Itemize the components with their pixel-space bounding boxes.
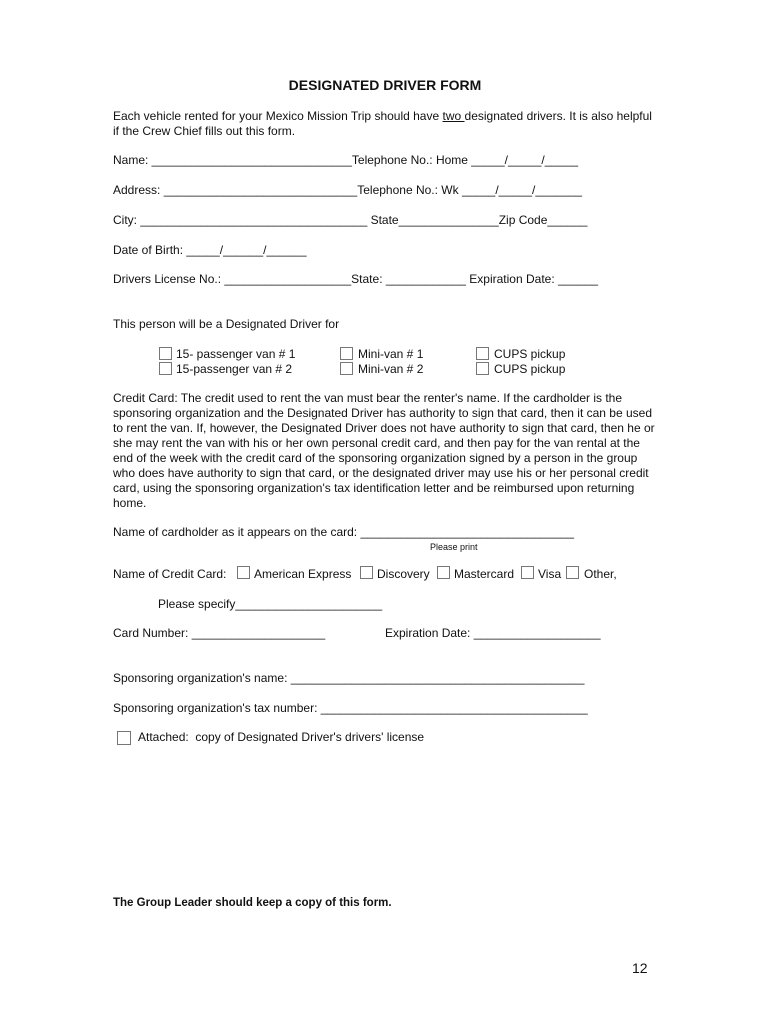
checkbox-cups-pickup-1[interactable] <box>476 347 489 360</box>
option-discovery: Discovery <box>377 567 430 581</box>
option-mini-van-1: Mini-van # 1 <box>358 347 424 361</box>
intro-text-end: designated drivers. It is also helpful if the Crew Chief fills out this form. <box>113 109 652 138</box>
option-american-express: American Express <box>254 567 352 581</box>
checkbox-15-passenger-van-1[interactable] <box>159 347 172 360</box>
checkbox-mini-van-1[interactable] <box>340 347 353 360</box>
checkbox-visa[interactable] <box>521 566 534 579</box>
designated-driver-label: This person will be a Designated Driver for <box>113 317 340 331</box>
sponsor-tax-number-field[interactable]: Sponsoring organization's tax number: ________________________________________ <box>113 701 588 715</box>
checkbox-mini-van-2[interactable] <box>340 362 353 375</box>
date-of-birth-field[interactable]: Date of Birth: _____/______/______ <box>113 243 307 257</box>
form-title: DESIGNATED DRIVER FORM <box>288 77 482 93</box>
drivers-license-field[interactable]: Drivers License No.: ___________________State: ____________ Expiration Date: ______ <box>113 272 599 286</box>
page-number: 12 <box>632 960 648 976</box>
option-other: Other, <box>584 567 617 581</box>
checkbox-cups-pickup-2[interactable] <box>476 362 489 375</box>
intro-text-start: Each vehicle rented for your Mexico Mission Trip should have <box>113 109 443 123</box>
intro-underlined: two <box>442 109 465 123</box>
checkbox-attached-license[interactable] <box>117 731 131 745</box>
checkbox-american-express[interactable] <box>237 566 250 579</box>
please-print-hint: Please print <box>430 542 478 552</box>
checkbox-15-passenger-van-2[interactable] <box>159 362 172 375</box>
option-visa: Visa <box>538 567 562 581</box>
credit-card-name-label: Name of Credit Card: <box>113 567 227 581</box>
option-cups-pickup-1: CUPS pickup <box>494 347 566 361</box>
attached-license-label: Attached: copy of Designated Driver's drivers' license <box>138 730 425 744</box>
option-cups-pickup-2: CUPS pickup <box>494 362 566 376</box>
please-specify-field[interactable]: Please specify______________________ <box>158 597 383 611</box>
card-expiration-field[interactable]: Expiration Date: ___________________ <box>385 626 601 640</box>
option-15-passenger-van-1: 15- passenger van # 1 <box>176 347 296 361</box>
cardholder-name-field[interactable]: Name of cardholder as it appears on the card: ________________________________ <box>113 525 575 539</box>
option-mini-van-2: Mini-van # 2 <box>358 362 424 376</box>
checkbox-other[interactable] <box>566 566 579 579</box>
option-mastercard: Mastercard <box>454 567 515 581</box>
name-phone-home-field[interactable]: Name: ______________________________Telephone No.: Home _____/_____/_____ <box>113 153 579 167</box>
sponsor-name-field[interactable]: Sponsoring organization's name: ____________________________________________ <box>113 671 585 685</box>
option-15-passenger-van-2: 15-passenger van # 2 <box>176 362 293 376</box>
intro-paragraph <box>113 109 658 139</box>
checkbox-mastercard[interactable] <box>437 566 450 579</box>
address-phone-work-field[interactable]: Address: _____________________________Telephone No.: Wk _____/_____/_______ <box>113 183 583 197</box>
credit-card-paragraph: Credit Card: The credit used to rent the van must bear the renter's name. If the cardholder is the sponsoring organization and the Designated Driver has authority to sign that card, then it can be used to rent the van. If, however, the Designated Driver does not have authority to sign that card, then he or she may rent the van with his or her own personal credit card, and then pay for the van rental at the end of the week with the credit card of the sponsoring organization signed by a person in the group who does have authority to sign that card, or the designated driver may use his or her personal credit card, using the sponsoring organization's tax identification letter and be reimbursed upon returning home. <box>113 391 655 510</box>
checkbox-discovery[interactable] <box>360 566 373 579</box>
city-state-zip-field[interactable]: City: __________________________________ State_______________Zip Code______ <box>113 213 588 227</box>
footer-note: The Group Leader should keep a copy of this form. <box>113 897 392 909</box>
card-number-field[interactable]: Card Number: ____________________ <box>113 626 326 640</box>
